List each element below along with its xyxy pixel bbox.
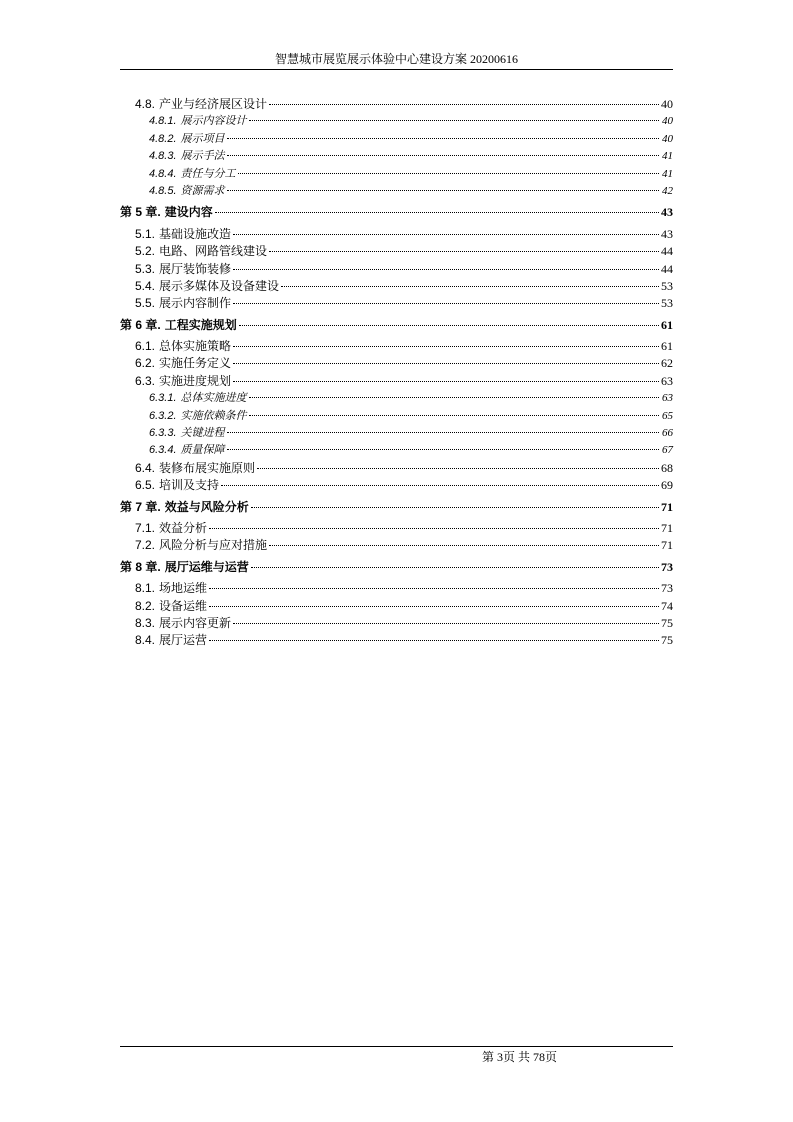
toc-entry-page: 42 [662,184,673,197]
toc-leader-dots [269,545,659,546]
toc-entry-title: 关键进程 [180,427,225,440]
toc-entry-page: 73 [661,581,673,596]
toc-leader-dots [233,303,659,304]
toc-entry-title: 效益分析 [159,520,208,535]
footer-rule [120,1046,673,1047]
toc-entry-title: 场地运维 [159,581,208,596]
toc-leader-dots [227,138,659,139]
toc-entry-title: 展厅运营 [159,633,208,648]
toc-leader-dots [233,346,659,347]
toc-entry-number: 4.8.4. [149,167,177,180]
toc-leader-dots [209,528,659,529]
toc-leader-dots [233,234,659,235]
toc-entry-number: 6.3.1. [149,392,177,405]
toc-entry[interactable] [120,460,673,477]
toc-entry[interactable] [120,499,673,516]
toc-entry-page: 62 [661,356,673,371]
toc-entry-page: 40 [662,132,673,145]
toc-entry-title: 总体实施进度 [180,392,247,405]
toc-entry-number: 4.8.3. [149,150,177,163]
toc-entry[interactable] [120,425,673,442]
toc-entry-number: 第 8 章. [120,559,161,574]
toc-entry-title: 效益与风险分析 [164,499,249,514]
toc-leader-dots [251,567,659,568]
toc-entry[interactable] [120,477,673,494]
toc-entry-title: 实施任务定义 [159,356,232,371]
toc-entry-title: 展厅运维与运营 [164,559,249,574]
toc-entry-page: 71 [661,538,673,553]
toc-entry-page: 41 [662,167,673,180]
toc-entry-number: 4.8.5. [149,184,177,197]
toc-entry-page: 53 [661,296,673,311]
table-of-contents [120,96,673,650]
toc-entry-page: 40 [662,115,673,128]
toc-leader-dots [233,269,659,270]
toc-entry-title: 展示项目 [180,132,225,145]
toc-entry-page: 40 [661,97,673,111]
toc-entry-title: 实施依赖条件 [180,409,247,422]
toc-leader-dots [227,190,659,191]
toc-entry-number: 8.2. [135,598,156,613]
toc-leader-dots [233,363,659,364]
toc-entry-page: 43 [661,226,673,241]
toc-leader-dots [209,606,659,607]
toc-entry-title: 基础设施改造 [159,226,232,241]
toc-leader-dots [227,155,659,156]
toc-entry-number: 5.2. [135,244,156,259]
toc-entry[interactable] [120,261,673,278]
toc-entry-page: 66 [662,427,673,440]
toc-leader-dots [281,286,659,287]
toc-entry-page: 63 [661,373,673,388]
toc-leader-dots [249,415,659,416]
toc-entry-number: 5.1. [135,226,156,241]
toc-entry[interactable] [120,317,673,334]
toc-entry-page: 73 [661,559,673,574]
toc-entry-page: 43 [661,205,673,220]
toc-entry-page: 75 [661,633,673,648]
toc-entry-number: 4.8.2. [149,132,177,145]
toc-entry-title: 展示内容制作 [159,296,232,311]
toc-entry-page: 61 [661,317,673,332]
toc-entry-page: 68 [661,460,673,475]
toc-entry-page: 71 [661,520,673,535]
toc-entry-title: 质量保障 [180,444,225,457]
toc-leader-dots [227,449,659,450]
toc-leader-dots [249,397,659,398]
toc-entry-page: 65 [662,409,673,422]
toc-entry[interactable] [120,442,673,459]
header-rule [120,69,673,70]
toc-entry-number: 6.4. [135,460,156,475]
toc-entry-number: 6.5. [135,478,156,493]
toc-entry[interactable] [120,537,673,554]
toc-entry-page: 74 [661,598,673,613]
toc-entry-number: 6.2. [135,356,156,371]
toc-entry-title: 展示内容设计 [180,115,247,128]
toc-entry[interactable] [120,96,673,113]
toc-entry[interactable] [120,295,673,312]
toc-leader-dots [238,173,659,174]
toc-entry-page: 75 [661,615,673,630]
toc-leader-dots [209,640,659,641]
toc-entry-number: 4.8. [135,97,156,111]
toc-entry-number: 4.8.1. [149,115,177,128]
toc-entry[interactable] [120,243,673,260]
toc-entry[interactable] [120,338,673,355]
toc-entry[interactable] [120,183,673,200]
toc-entry-title: 产业与经济展区设计 [159,97,268,111]
toc-entry[interactable] [120,598,673,615]
toc-entry[interactable] [120,390,673,407]
toc-entry-page: 53 [661,278,673,293]
toc-entry-number: 6.1. [135,339,156,354]
toc-entry-title: 展示内容更新 [159,615,232,630]
toc-entry[interactable] [120,148,673,165]
toc-entry-title: 实施进度规划 [159,373,232,388]
toc-entry-page: 63 [662,392,673,405]
toc-entry[interactable] [120,355,673,372]
toc-leader-dots [269,251,659,252]
toc-entry[interactable] [120,204,673,221]
toc-entry-number: 8.3. [135,615,156,630]
toc-entry[interactable] [120,373,673,390]
page-header: 智慧城市展览展示体验中心建设方案 20200616 [274,52,518,66]
toc-entry-title: 展厅装饰装修 [159,261,232,276]
toc-entry[interactable] [120,278,673,295]
toc-entry-page: 44 [661,261,673,276]
toc-entry-page: 61 [661,339,673,354]
toc-entry-title: 建设内容 [164,205,213,220]
toc-leader-dots [215,212,659,213]
toc-entry-number: 6.3.2. [149,409,177,422]
toc-entry-title: 工程实施规划 [164,317,237,332]
toc-leader-dots [251,507,659,508]
toc-entry-title: 展示多媒体及设备建设 [159,278,280,293]
toc-entry-title: 展示手法 [180,150,225,163]
toc-leader-dots [249,120,659,121]
toc-entry[interactable] [120,226,673,243]
toc-leader-dots [227,432,659,433]
toc-entry-number: 第 5 章. [120,205,161,220]
toc-entry[interactable] [120,559,673,576]
toc-entry-title: 资源需求 [180,184,225,197]
toc-entry-number: 6.3.4. [149,444,177,457]
toc-entry-page: 69 [661,478,673,493]
toc-entry-title: 责任与分工 [180,167,236,180]
toc-entry[interactable] [120,131,673,148]
toc-entry-title: 设备运维 [159,598,208,613]
toc-leader-dots [269,104,659,105]
toc-entry-page: 44 [661,244,673,259]
toc-entry-number: 6.3. [135,373,156,388]
toc-leader-dots [257,468,659,469]
toc-entry-number: 第 6 章. [120,317,161,332]
toc-entry[interactable] [120,615,673,632]
toc-entry-number: 7.2. [135,538,156,553]
toc-entry-title: 总体实施策略 [159,339,232,354]
toc-entry-number: 8.4. [135,633,156,648]
toc-entry-number: 5.3. [135,261,156,276]
toc-entry-number: 第 7 章. [120,499,161,514]
toc-entry-title: 培训及支持 [159,478,220,493]
toc-entry-title: 风险分析与应对措施 [159,538,268,553]
toc-entry-page: 71 [661,499,673,514]
toc-entry-title: 装修布展实施原则 [159,460,256,475]
toc-entry-number: 5.4. [135,278,156,293]
toc-entry[interactable] [120,113,673,130]
toc-entry-number: 7.1. [135,520,156,535]
toc-entry-page: 41 [662,150,673,163]
toc-entry-number: 5.5. [135,296,156,311]
toc-entry-number: 8.1. [135,581,156,596]
toc-entry[interactable] [120,166,673,183]
toc-leader-dots [239,325,659,326]
toc-entry[interactable] [120,520,673,537]
toc-leader-dots [233,381,659,382]
toc-entry[interactable] [120,408,673,425]
toc-entry[interactable] [120,632,673,649]
toc-leader-dots [233,623,659,624]
toc-entry-number: 6.3.3. [149,427,177,440]
page-footer: 第 3页 共 78页 [482,1050,558,1064]
toc-entry-page: 67 [662,444,673,457]
toc-leader-dots [209,588,659,589]
toc-leader-dots [221,485,659,486]
toc-entry[interactable] [120,580,673,597]
toc-entry-title: 电路、网路管线建设 [159,244,268,259]
